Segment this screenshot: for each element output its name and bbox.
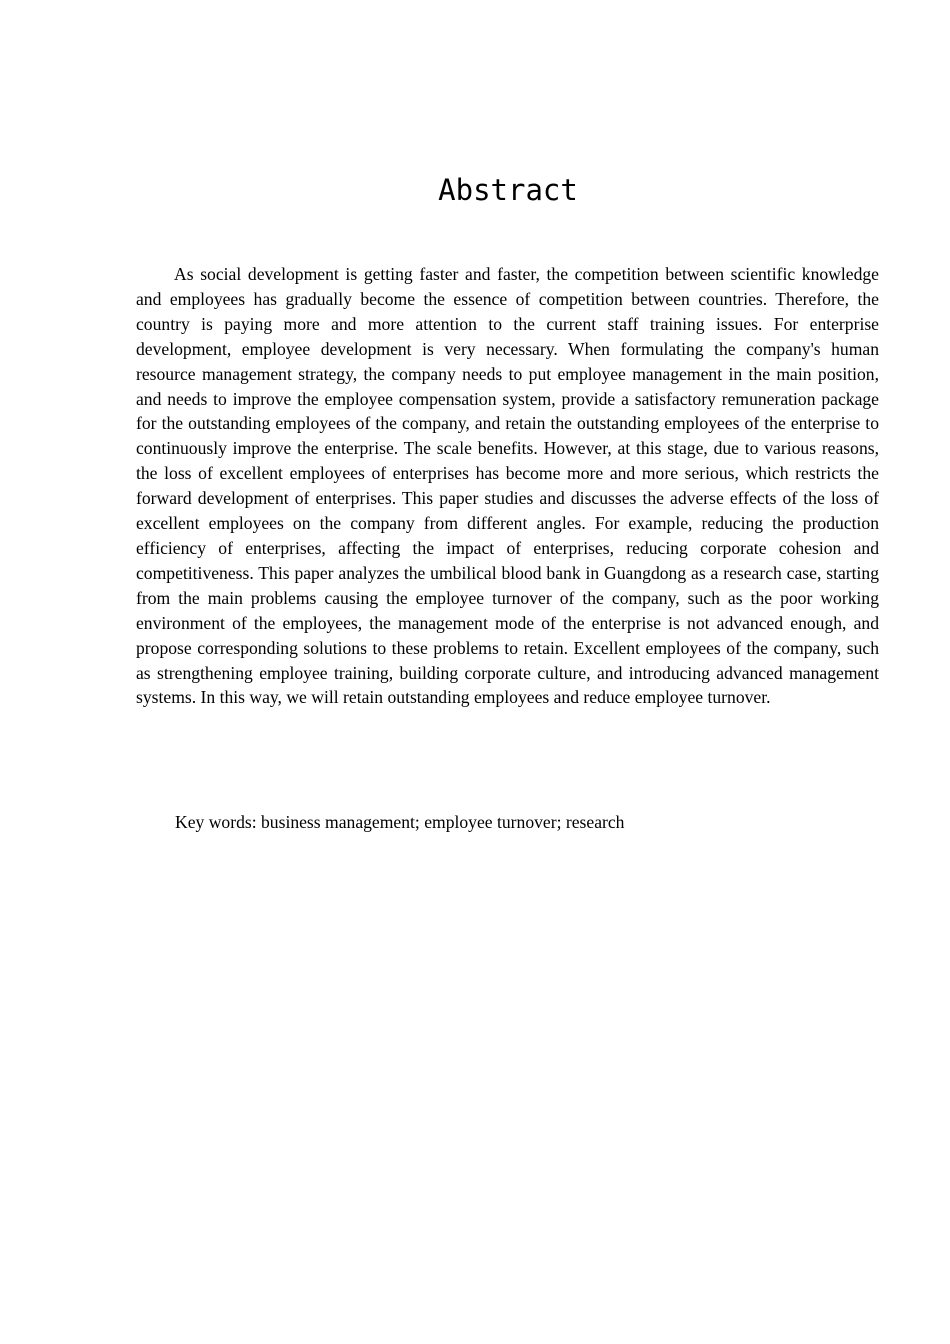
abstract-paragraph: As social development is getting faster and faster, the competition between scientific knowledge and employees has gradually become the essence of competition between countries. Therefore, the country is paying more and more attention to the current staff training issues. For enterprise development, employee development is very necessary. When formulating the company's human resource management strategy, the company needs to put employee management in the main position, and needs to improve the employee compensation system, provide a satisfactory remuneration package for the outstanding employees of the company, and retain the outstanding employees of the enterprise to continuously improve the enterprise. The scale benefits. However, at this stage, due to various reasons, the loss of excellent employees of enterprises has become more and more serious, which restricts the forward development of enterprises. This paper studies and discusses the adverse effects of the loss of excellent employees on the company from different angles. For example, reducing the production efficiency of enterprises, affecting the impact of enterprises, reducing corporate cohesion and competitiveness. This paper analyzes the umbilical blood bank in Guangdong as a research case, starting from the main problems causing the employee turnover of the company, such as the poor working environment of the employees, the management mode of the enterprise is not advanced enough, and propose corresponding solutions to these problems to retain. Excellent employees of the company, such as strengthening employee training, building corporate culture, and introducing advanced management systems. In this way, we will retain outstanding employees and reduce employee turnover. <box>136 264 879 708</box>
keywords-line: Key words: business management; employee turnover; research <box>175 812 625 832</box>
page-title: Abstract <box>438 173 578 207</box>
